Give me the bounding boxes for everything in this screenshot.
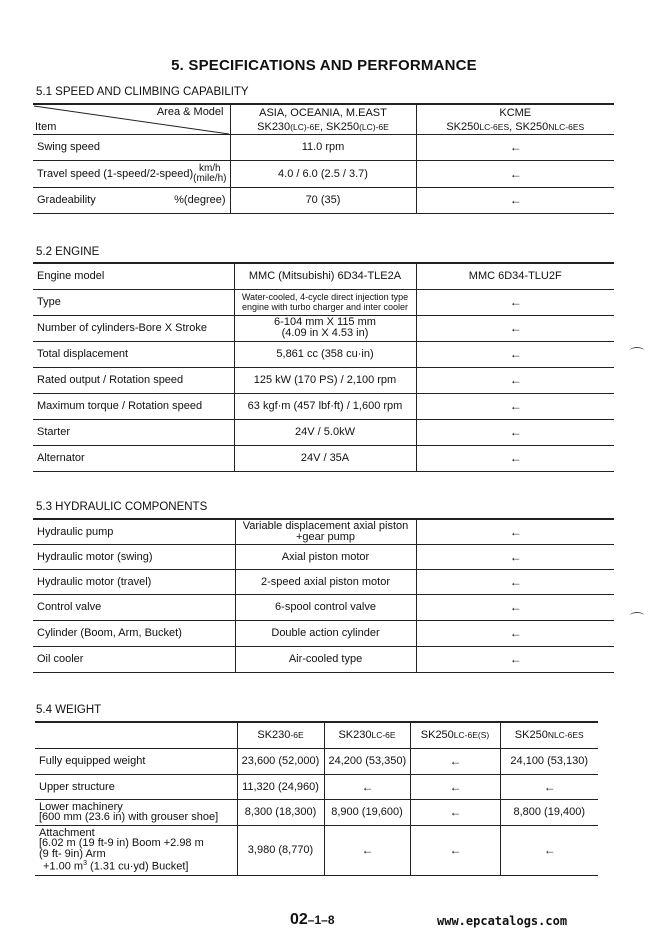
col-models-asia: SK230(LC)-6E, SK250(LC)-6E [230,120,416,134]
weight-table [35,721,598,876]
same-as-left-arrow-icon: ← [509,451,521,465]
table-row: Number of cylinders-Bore X Stroke 6-104 mm X 115 mm (4.09 in X 4.53 in) ← [33,315,614,341]
watermark-url: www.epcatalogs.com [437,914,568,928]
table-row: Hydraulic motor (swing) Axial piston motor ← [33,544,614,569]
section-title-engine: 5.2 ENGINE [36,246,100,258]
table-row: Control valve 6-spool control valve ← [33,594,614,620]
same-as-left-arrow-icon: ← [543,843,555,857]
same-as-left-arrow-icon: ← [509,626,521,640]
engine-table [33,262,614,472]
section-title-weight: 5.4 WEIGHT [36,704,102,716]
same-as-left-arrow-icon: ← [543,779,555,794]
col-head-kcme: KCME [416,104,614,120]
same-as-left-arrow-icon: ← [509,549,521,564]
table-row: Type Water-cooled, 4-cycle direct injection type engine with turbo charger and inter cooler ← [33,289,614,315]
col-head-sk230-6e: SK230-6E [237,722,324,748]
table-corner-header [33,104,230,134]
table-row: Gradeability %(degree) 70 (35) ← [33,187,614,213]
table-row: Rated output / Rotation speed 125 kW (170 PS) / 2,100 rpm ← [33,367,614,393]
col-head-sk250nlc-6es: SK250NLC-6ES [500,722,598,748]
table-row: Attachment [6.02 m (19 ft-9 in) Boom +2.98 m (9 ft- 9in) Arm +1.00 $m^3$ (1.31 cu·yd) Bucket] 3,980 (8,770) ← ← ← [35,825,598,875]
table-row: Hydraulic pump Variable displacement axial piston +gear pump ← [33,519,614,544]
same-as-left-arrow-icon: ← [449,754,461,768]
section-title-speed: 5.1 SPEED AND CLIMBING CAPABILITY [36,86,249,98]
same-as-left-arrow-icon: ← [509,524,521,539]
travel-unit: km/h (mile/h) [193,162,227,184]
same-as-left-arrow-icon: ← [509,652,521,666]
scan-mark [630,347,644,354]
same-as-left-arrow-icon: ← [509,600,521,614]
same-as-left-arrow-icon: ← [509,399,521,413]
same-as-left-arrow-icon: ← [509,321,521,335]
table-row: Alternator 24V / 35A ← [33,445,614,471]
table-row: Engine model MMC (Mitsubishi) 6D34-TLE2A MMC 6D34-TLU2F [33,263,614,289]
section-title-hydraulic: 5.3 HYDRAULIC COMPONENTS [36,501,208,513]
same-as-left-arrow-icon: ← [509,193,521,207]
same-as-left-arrow-icon: ← [509,140,521,154]
table-row: Cylinder (Boom, Arm, Bucket) Double action cylinder ← [33,620,614,646]
table-row: Upper structure 11,320 (24,960) ← ← ← [35,774,598,799]
col-head-sk250lc-6es: SK250LC-6E(S) [410,722,500,748]
same-as-left-arrow-icon: ← [449,805,461,819]
same-as-left-arrow-icon: ← [509,574,521,589]
same-as-left-arrow-icon: ← [509,425,521,439]
same-as-left-arrow-icon: ← [509,166,521,181]
same-as-left-arrow-icon: ← [449,779,461,794]
same-as-left-arrow-icon: ← [361,843,373,857]
col-models-kcme: SK250LC-6ES, SK250NLC-6ES [416,120,614,134]
col-head-asia: ASIA, OCEANIA, M.EAST [230,104,416,120]
table-row: Lower machinery [600 mm (23.6 in) with grouser shoe] 8,300 (18,300) 8,900 (19,600) ← 8,800 (19,400) [35,799,598,825]
same-as-left-arrow-icon: ← [509,295,521,309]
same-as-left-arrow-icon: ← [509,373,521,387]
table-row: Total displacement 5,861 cc (358 cu·in) ← [33,341,614,367]
hydraulic-table [33,518,614,673]
table-row: Starter 24V / 5.0kW ← [33,419,614,445]
table-row: Travel speed (1-speed/2-speed) km/h (mile/h) 4.0 / 6.0 (2.5 / 3.7) ← [33,160,614,187]
item-label: Item [35,120,57,133]
same-as-left-arrow-icon: ← [449,843,461,857]
col-head-sk230lc-6e: SK230LC-6E [324,722,410,748]
table-row: Oil cooler Air-cooled type ← [33,646,614,672]
area-model-label: Area & Model [156,106,224,118]
same-as-left-arrow-icon: ← [361,779,373,794]
table-row [35,722,598,748]
table-row: Fully equipped weight 23,600 (52,000) 24,200 (53,350) ← 24,100 (53,130) [35,748,598,774]
scan-mark [630,612,644,619]
page-number: 02–1–8 [290,911,335,928]
table-row: Maximum torque / Rotation speed 63 kgf·m (457 lbf·ft) / 1,600 rpm ← [33,393,614,419]
same-as-left-arrow-icon: ← [509,347,521,361]
page-title: 5. SPECIFICATIONS AND PERFORMANCE [171,57,477,74]
table-row: Swing speed 11.0 rpm ← [33,134,614,160]
speed-table [33,103,614,214]
table-row: Hydraulic motor (travel) 2-speed axial piston motor ← [33,569,614,594]
